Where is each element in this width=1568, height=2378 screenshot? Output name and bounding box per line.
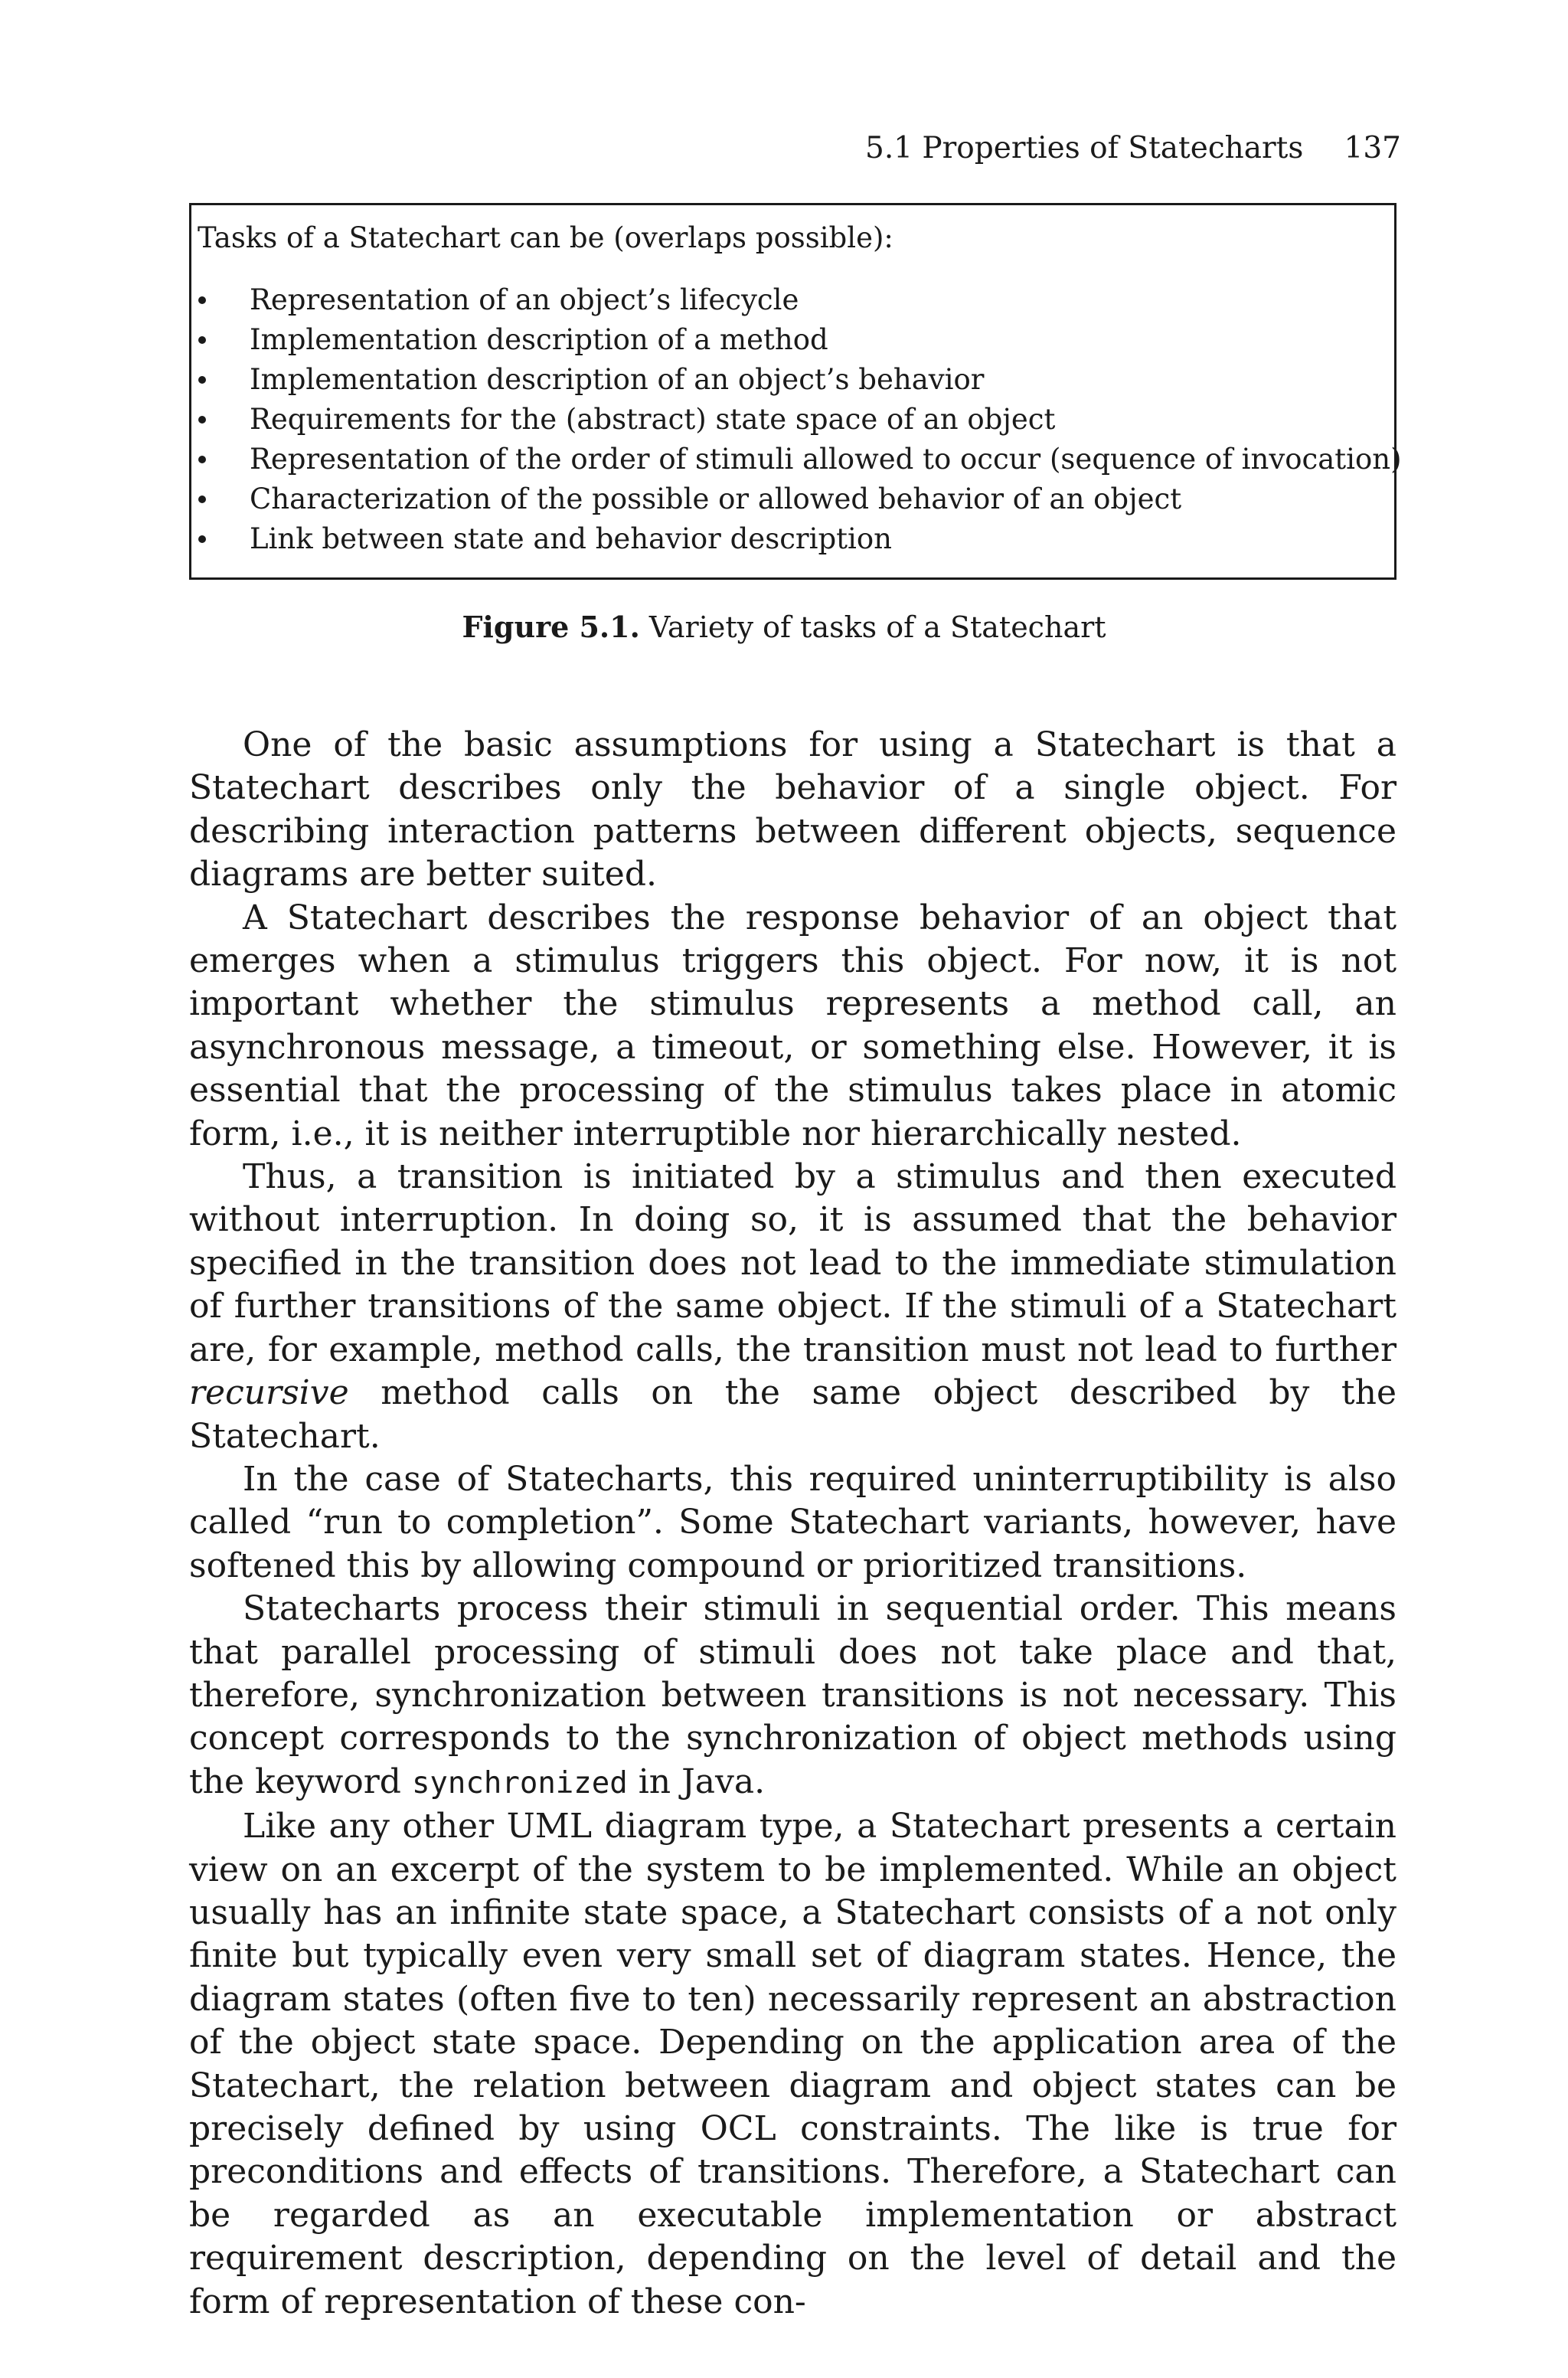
bullet-icon bbox=[198, 376, 206, 384]
list-item bbox=[191, 440, 1402, 479]
bullet-icon bbox=[198, 496, 206, 503]
task-list bbox=[191, 280, 1402, 559]
list-item-text: Implementation description of a method bbox=[250, 323, 828, 356]
list-item-text: Representation of the order of stimuli allowed to occur (sequence of invocation) bbox=[250, 443, 1402, 476]
section-title: 5.1 Properties of Statecharts bbox=[865, 131, 1304, 165]
emphasis-text: recursive bbox=[189, 1373, 349, 1413]
paragraph: One of the basic assumptions for using a Statechart is that a Statechart describes only the behavior of a single object. For describing interaction patterns between different objects, sequence diagrams are better suited. bbox=[189, 725, 1396, 895]
list-item bbox=[191, 479, 1402, 519]
figure-caption-label: Figure 5.1. bbox=[462, 610, 640, 644]
paragraph: In the case of Statecharts, this required uninterruptibility is also called “run to completion”. Some Statechart variants, however, have softened this by allowing compound or prioritized transitions. bbox=[189, 1459, 1396, 1585]
code-keyword: synchronized bbox=[411, 1765, 628, 1801]
paragraph: Like any other UML diagram type, a Statechart presents a certain view on an excerpt of the system to be implemented. While an object usually has an infinite state space, a Statechart consists of a not only finite but typically even very small set of diagram states. Hence, the diagram states (often five to ten) necessarily represent an abstraction of the object state space. Depending on the application area of the Statechart, the relation between diagram and object states can be precisely defined by using OCL constraints. The like is true for preconditions and effects of transitions. Therefore, a Statechart can be regarded as an executable implementation or abstract requirement description, depending on the level of detail and the form of representation of these con- bbox=[189, 1807, 1396, 2321]
figure-box bbox=[189, 203, 1402, 580]
paragraph bbox=[189, 1156, 1396, 1458]
list-item bbox=[191, 400, 1402, 440]
page-number: 137 bbox=[1344, 131, 1401, 165]
paragraph-text: Thus, a transition is initiated by a stimulus and then executed without interruption. In doing so, it is assumed that the behavior specified in the transition does not lead to the immediate stimulation of further transitions of the same object. If the stimuli of a Statechart are, for example, method calls, the transition must not lead to further bbox=[189, 1157, 1396, 1369]
paragraph bbox=[189, 1588, 1396, 1805]
bullet-icon bbox=[198, 456, 206, 463]
paragraph-text: Statecharts process their stimuli in sequential order. This means that parallel processing of stimuli does not take place and that, therefore, synchronization between transitions is not necessary. This concept corresponds to the synchronization of object methods using the keyword bbox=[189, 1589, 1396, 1801]
list-item bbox=[191, 360, 1402, 400]
figure-caption bbox=[0, 608, 1568, 646]
bullet-icon bbox=[198, 296, 206, 304]
list-item bbox=[191, 320, 1402, 360]
paragraph-text: method calls on the same object described by the Statechart. bbox=[189, 1373, 1396, 1456]
list-item bbox=[191, 519, 1402, 559]
bullet-icon bbox=[198, 535, 206, 543]
paragraph-text: in Java. bbox=[627, 1761, 766, 1801]
list-item-text: Requirements for the (abstract) state space of an object bbox=[250, 403, 1056, 436]
list-item-text: Link between state and behavior description bbox=[250, 522, 892, 555]
body-text bbox=[189, 724, 1396, 2324]
bullet-icon bbox=[198, 336, 206, 344]
paragraph: A Statechart describes the response behavior of an object that emerges when a stimulus triggers this object. For now, it is not important whether the stimulus represents a method call, an asynchronous message, a timeout, or something else. However, it is essential that the processing of the stimulus takes place in atomic form, i.e., it is neither interruptible nor hierarchically nested. bbox=[189, 898, 1396, 1153]
list-item-text: Representation of an object’s lifecycle bbox=[250, 283, 799, 316]
figure-caption-text: Variety of tasks of a Statechart bbox=[639, 610, 1106, 644]
list-item-text: Characterization of the possible or allowed behavior of an object bbox=[250, 482, 1182, 515]
figure-box-title: Tasks of a Statechart can be (overlaps possible): bbox=[198, 221, 893, 254]
bullet-icon bbox=[198, 416, 206, 424]
list-item-text: Implementation description of an object’s behavior bbox=[250, 363, 985, 396]
list-item bbox=[191, 280, 1402, 320]
